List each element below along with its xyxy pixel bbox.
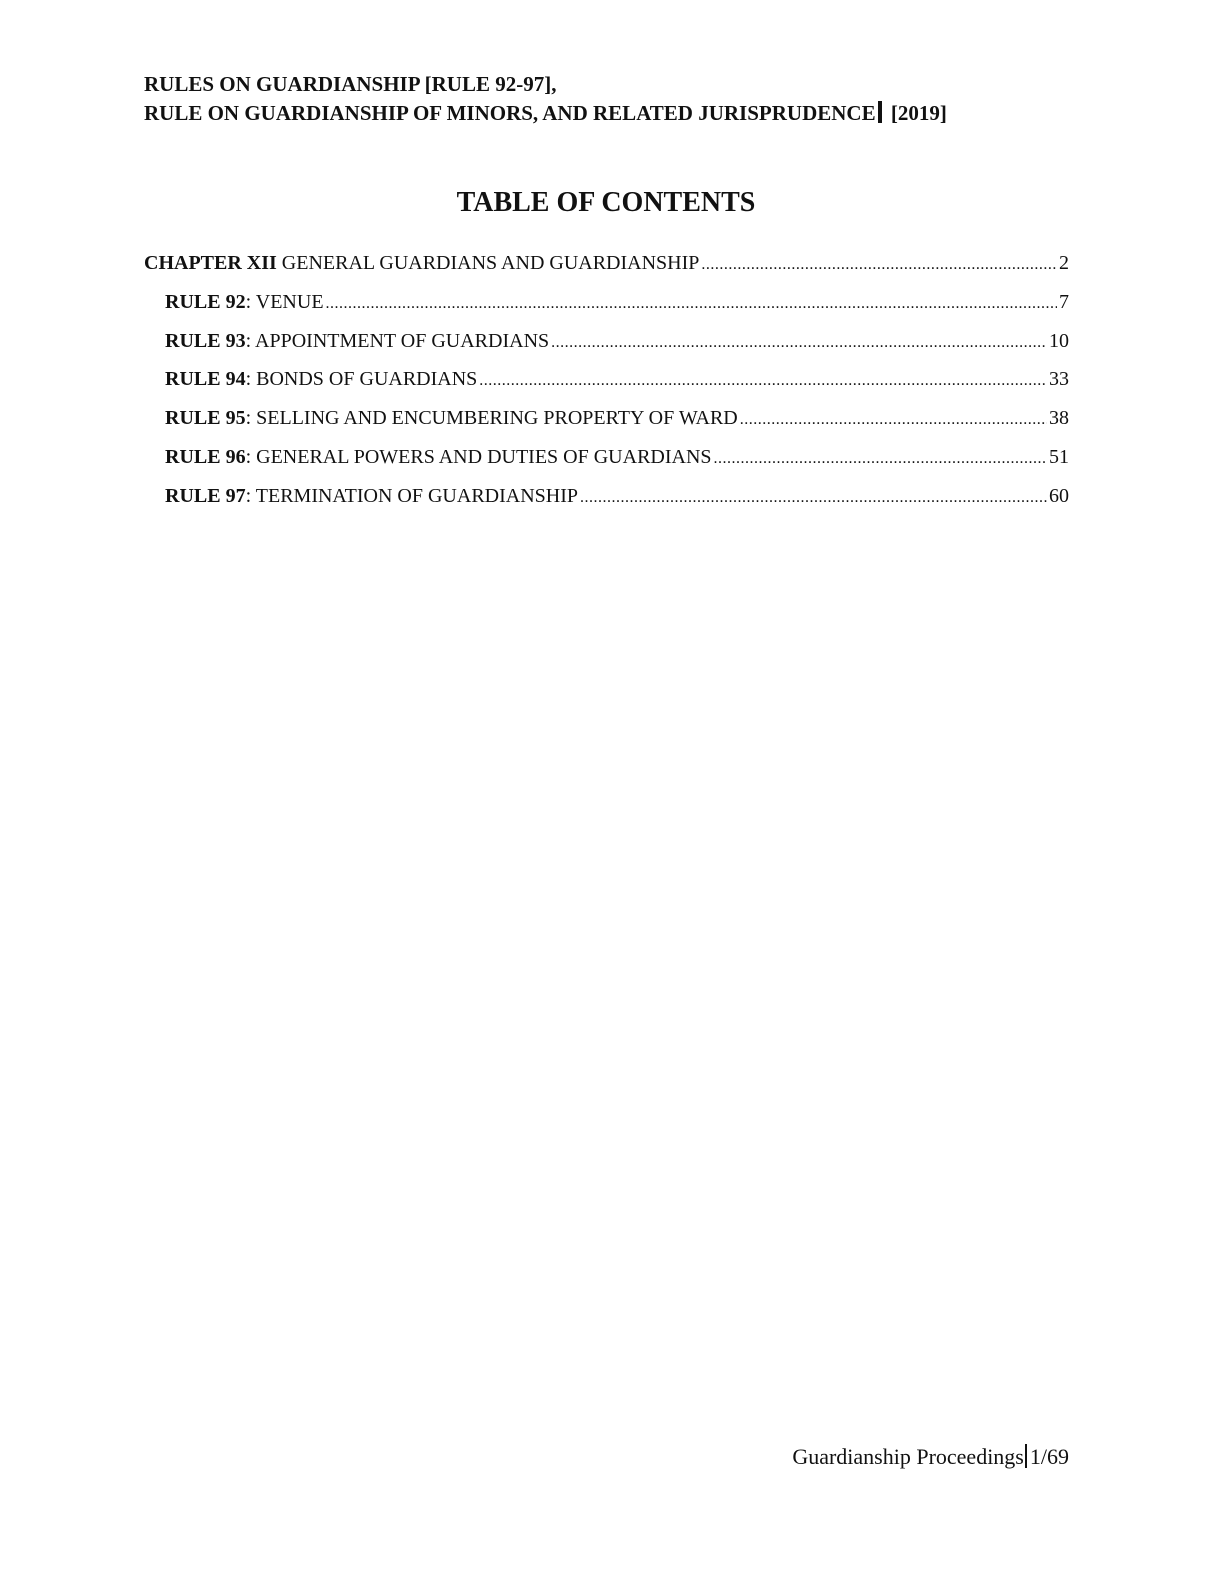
dot-leader: [740, 406, 1047, 434]
toc-entry-label-text: : GENERAL POWERS AND DUTIES OF GUARDIANS: [245, 445, 712, 468]
toc-entry-rule-96[interactable]: [144, 443, 1069, 482]
toc-entry-label-text: : APPOINTMENT OF GUARDIANS: [245, 329, 550, 352]
toc-entry-rule-93[interactable]: [144, 327, 1069, 366]
toc-entry-chapter-xii[interactable]: [144, 249, 1069, 288]
toc-entry-rule-95[interactable]: [144, 404, 1069, 443]
toc-entry-label-text: : TERMINATION OF GUARDIANSHIP: [245, 484, 578, 507]
toc-entry-label-text: : VENUE: [245, 290, 324, 313]
toc-entry-rule-92[interactable]: [144, 288, 1069, 327]
document-header: [144, 70, 1084, 128]
toc-entry-label-text: GENERAL GUARDIANS AND GUARDIANSHIP: [276, 252, 700, 274]
table-of-contents: [144, 249, 1069, 521]
toc-entry-page: 7: [1059, 290, 1069, 313]
page-footer: [792, 1443, 1069, 1471]
dot-leader: [580, 484, 1047, 512]
header-line-2-text: RULE ON GUARDIANSHIP OF MINORS, AND RELATED JURISPRUDENCE: [144, 101, 876, 125]
toc-entry-page: 38: [1049, 407, 1069, 430]
dot-leader: [551, 329, 1047, 357]
toc-entry-label-bold: RULE 96: [165, 445, 246, 468]
toc-entry-label-bold: RULE 93: [165, 329, 246, 352]
toc-entry-page: 2: [1059, 252, 1069, 274]
toc-entry-label-bold: RULE 92: [165, 290, 246, 313]
header-line-1: RULES ON GUARDIANSHIP [RULE 92-97],: [144, 72, 557, 96]
header-year: [2019]: [890, 101, 947, 125]
header-line-2: [144, 99, 1084, 128]
toc-entry-label: [165, 327, 549, 355]
toc-entry-label-text: : SELLING AND ENCUMBERING PROPERTY OF WARD: [245, 407, 738, 430]
toc-entry-page: 51: [1049, 445, 1069, 468]
toc-entry-label: [165, 365, 477, 393]
toc-entry-page: 60: [1049, 484, 1069, 507]
toc-entry-label: [165, 404, 738, 432]
footer-separator-bar: [1025, 1444, 1027, 1468]
toc-entry-label-bold: RULE 97: [165, 484, 246, 507]
separator-bar: [878, 101, 882, 123]
toc-entry-page: 33: [1049, 368, 1069, 391]
toc-entry-rule-97[interactable]: [144, 482, 1069, 521]
dot-leader: [326, 290, 1057, 318]
toc-entry-rule-94[interactable]: [144, 365, 1069, 404]
toc-entry-label: [165, 443, 712, 471]
dot-leader: [701, 251, 1057, 279]
footer-title: Guardianship Proceedings: [792, 1444, 1024, 1469]
toc-entry-page: 10: [1049, 329, 1069, 352]
dot-leader: [714, 445, 1047, 473]
toc-title: TABLE OF CONTENTS: [456, 187, 756, 218]
footer-page-number: 1/69: [1029, 1444, 1069, 1469]
toc-entry-label-bold: CHAPTER XII: [144, 252, 277, 274]
toc-entry-label-bold: RULE 95: [165, 407, 246, 430]
dot-leader: [479, 367, 1047, 395]
toc-entry-label: [165, 288, 324, 316]
toc-entry-label: [165, 482, 578, 510]
toc-entry-label-bold: RULE 94: [165, 368, 246, 391]
toc-entry-label: [144, 249, 699, 277]
toc-entry-label-text: : BONDS OF GUARDIANS: [245, 368, 478, 391]
